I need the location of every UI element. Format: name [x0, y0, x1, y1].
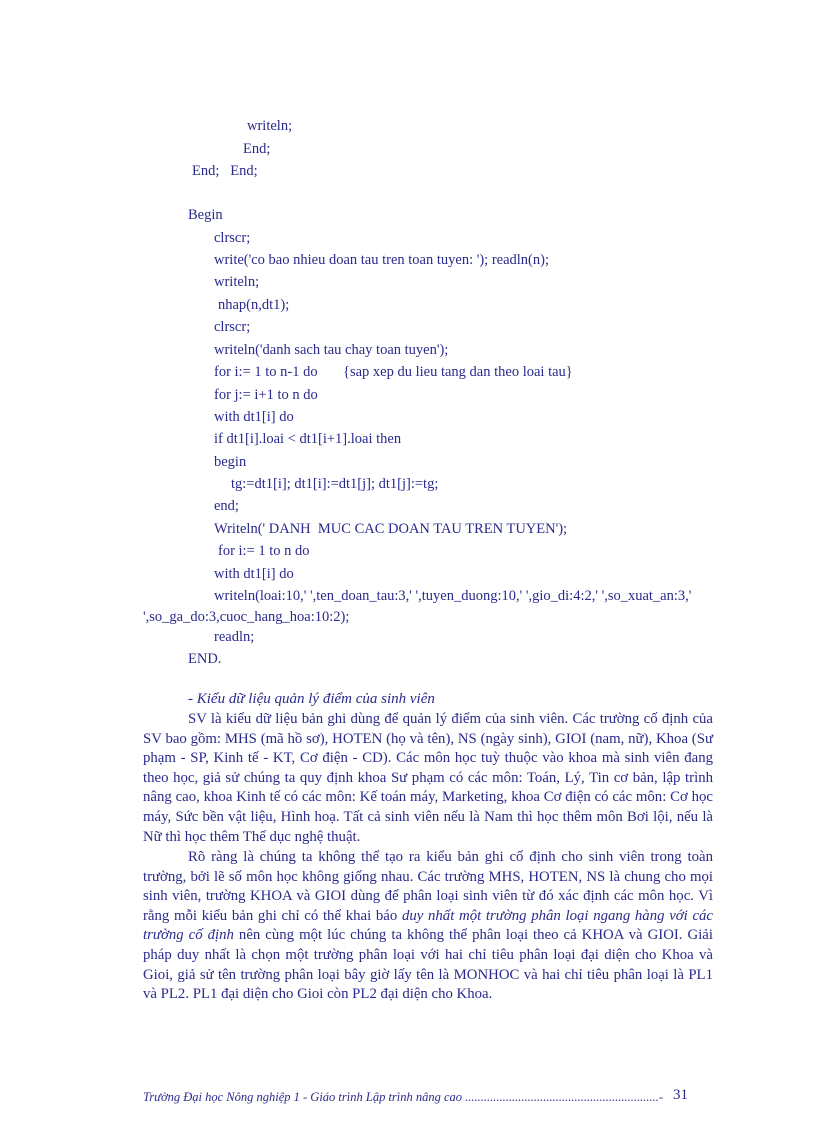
heading-text: Kiểu dữ liệu quản lý điểm của sinh viên [196, 691, 435, 707]
code-line: clrscr; [214, 319, 251, 335]
code-line: with dt1[i] do [214, 566, 294, 582]
code-line: for j:= i+1 to n do [214, 387, 318, 403]
heading-dash: - [188, 691, 197, 707]
page-footer [143, 1089, 713, 1105]
section-heading [188, 690, 435, 709]
code-line: begin [214, 454, 247, 470]
code-line: writeln('danh sach tau chay toan tuyen'); [214, 342, 449, 358]
code-line: writeln; [214, 274, 260, 290]
code-line: writeln(loai:10,' ',ten_doan_tau:3,' ',tuyen_duong:10,' ',gio_di:4:2,' ',so_xuat_an:3,' [214, 588, 692, 604]
paragraph-2 [143, 848, 713, 1005]
code-line: readln; [214, 629, 255, 645]
code-line: end; [214, 498, 239, 514]
code-line: with dt1[i] do [214, 409, 294, 425]
code-line: Writeln(' DANH MUC CAC DOAN TAU TREN TUYEN'); [214, 521, 568, 537]
paragraph-2-part1: Rõ ràng là chúng ta không thể tạo ra kiểu bản ghi cố định cho sinh viên trong toàn trường, bởi lẽ số môn học không giống nhau. Các trường MHS, HOTEN, NS là chung cho mọi sinh viên, trường KHOA và GIOI dùng để phân loại sinh viên từ đó xác định các môn học. Vì rằng mỗi kiểu bản ghi chỉ có thể khai báo [143, 849, 713, 924]
code-line: if dt1[i].loai < dt1[i+1].loai then [214, 431, 402, 447]
code-line: write('co bao nhieu doan tau tren toan tuyen: '); readln(n); [214, 252, 549, 268]
code-line: ',so_ga_do:3,cuoc_hang_hoa:10:2); [143, 609, 350, 625]
code-line: clrscr; [214, 230, 251, 246]
code-line: End; End; [192, 163, 258, 179]
code-line: Begin [188, 207, 223, 223]
code-line: END. [188, 651, 222, 667]
code-line: nhap(n,dt1); [218, 297, 290, 313]
code-line: for i:= 1 to n do [218, 543, 310, 559]
paragraph-2-part2: nên cùng một lúc chúng ta không thể phân loại theo cả KHOA và GIOI. Giải pháp duy nhất là chọn một trường phân loại với hai chỉ tiêu phân loại đại diện cho Khoa và Gioi, giả sử tên trường phân loại bây giờ lấy tên là MONHOC và hai chỉ tiêu phân loại là PL1 và PL2. PL1 đại diện cho Gioi còn PL2 đại diện cho Khoa. [143, 927, 713, 1003]
code-line: for i:= 1 to n-1 do {sap xep du lieu tang dan theo loai tau} [214, 364, 573, 380]
code-line: tg:=dt1[i]; dt1[i]:=dt1[j]; dt1[j]:=tg; [231, 476, 439, 492]
page-number: 31 [669, 1089, 688, 1103]
code-line: End; [243, 141, 271, 157]
code-line: writeln; [247, 118, 293, 134]
paragraph-1: SV là kiểu dữ liệu bản ghi dùng để quản lý điểm của sinh viên. Các trường cố định của SV bao gồm: MHS (mã hồ sơ), HOTEN (họ và tên), NS (ngày sinh), GIOI (nam, nữ), Khoa (Sư phạm - SP, Kinh tế - KT, Cơ điện - CD). Các môn học tuỳ thuộc vào khoa mà sinh viên đang theo học, giả sử chúng ta quy định khoa Sư phạm có các môn: Toán, Lý, Tin cơ bản, lập trình nâng cao, khoa Kinh tế có các môn: Kế toán máy, Marketing, khoa Cơ điện có các môn: Cơ học máy, Sức bền vật liệu, Hình hoạ. Tất cả sinh viên nếu là Nam thì học thêm môn Bơi lội, nếu là Nữ thì học thêm Thể dục nghệ thuật. [143, 711, 713, 845]
paragraph-2-italic: duy nhất một trường phân loại ngang hàng với các trường cố định [143, 907, 713, 944]
footer-text: Trường Đại học Nông nghiệp 1 - Giáo trình Lập trình nâng cao ..............................................................- [143, 1090, 664, 1104]
